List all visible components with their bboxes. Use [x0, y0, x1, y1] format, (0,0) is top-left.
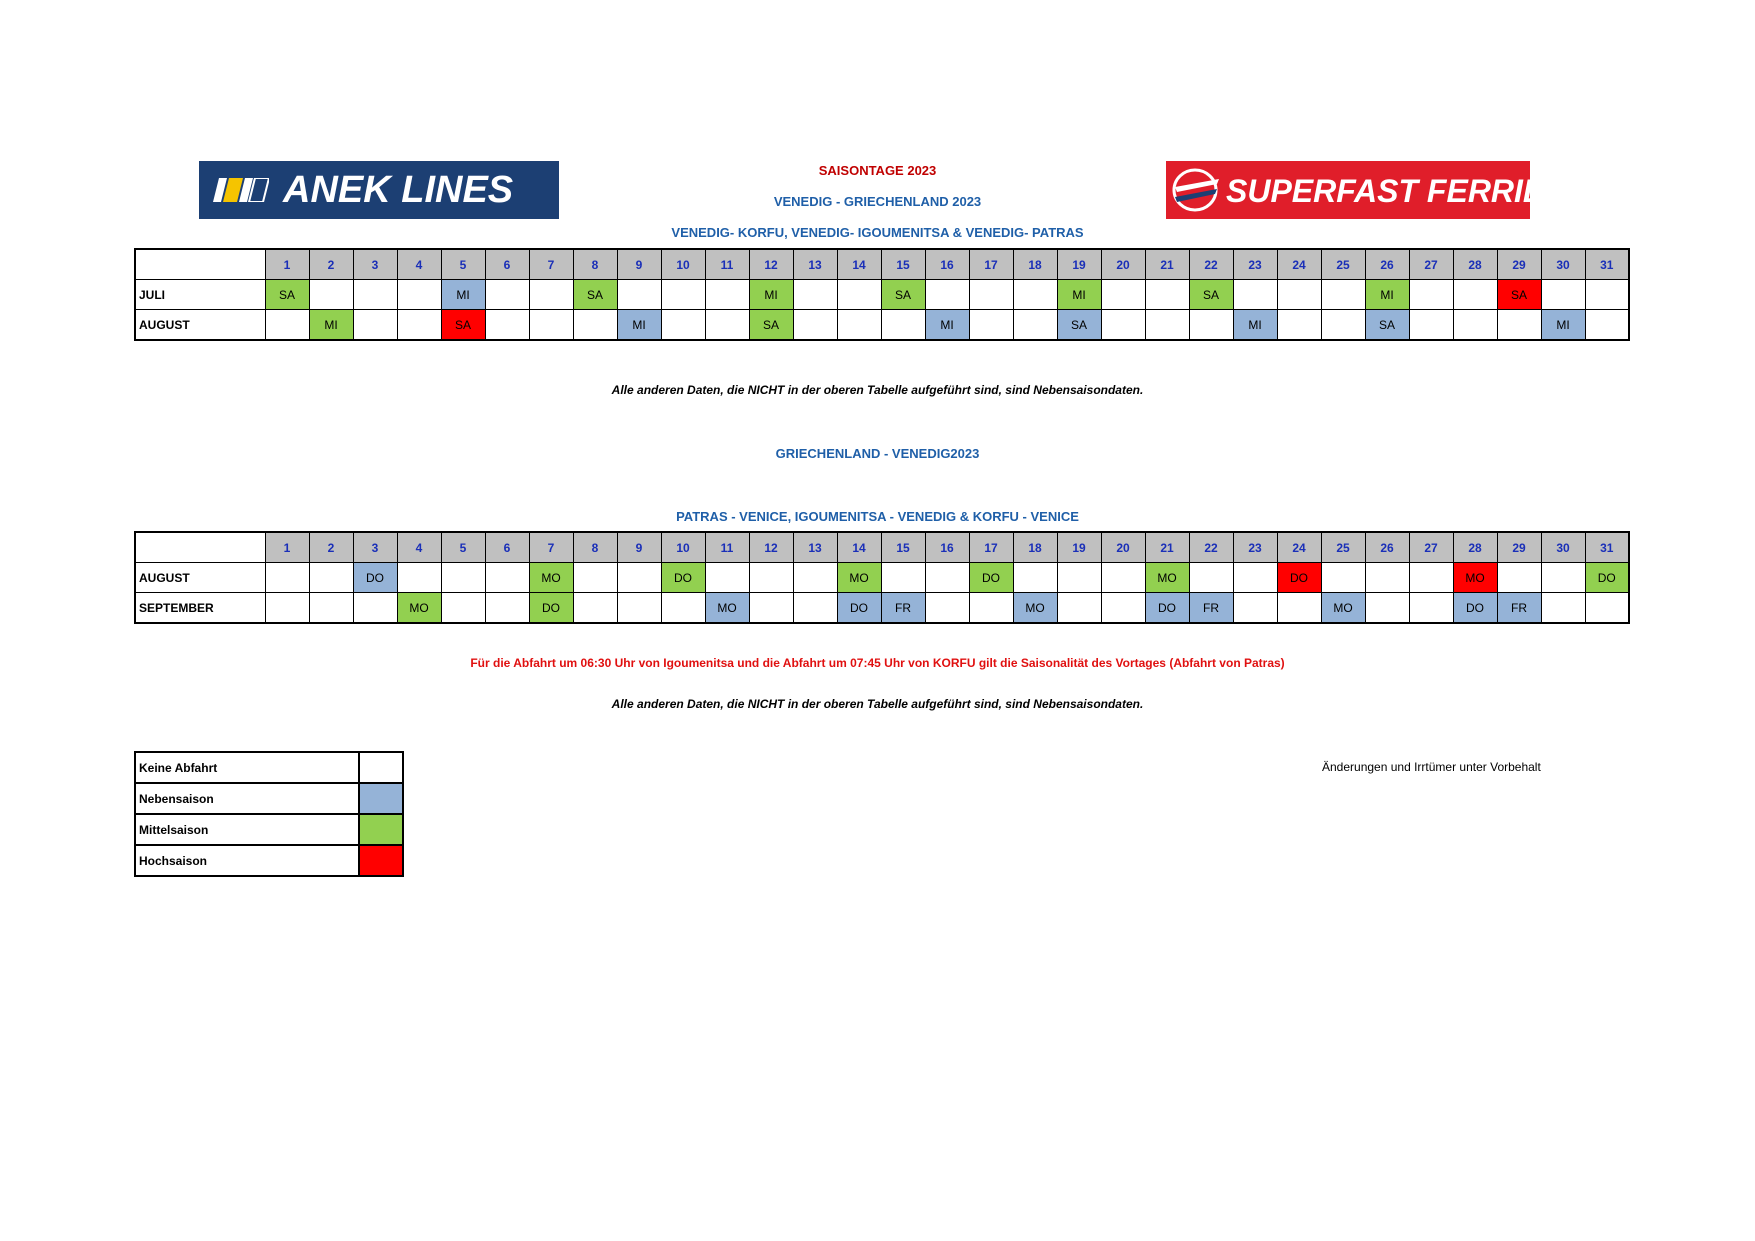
legend-row [135, 814, 403, 845]
departure-cell: MO [1145, 563, 1189, 593]
day-number-header: 26 [1365, 249, 1409, 280]
day-number-header: 28 [1453, 249, 1497, 280]
month-row [135, 280, 1629, 310]
day-number-header: 24 [1277, 532, 1321, 563]
empty-day-cell [353, 593, 397, 624]
departure-cell: SA [573, 280, 617, 310]
day-number-header: 21 [1145, 532, 1189, 563]
day-number-header: 13 [793, 249, 837, 280]
empty-day-cell [353, 280, 397, 310]
day-number-header: 8 [573, 532, 617, 563]
empty-day-cell [1101, 563, 1145, 593]
empty-day-cell [1409, 563, 1453, 593]
empty-day-cell [969, 280, 1013, 310]
legend-label: Keine Abfahrt [135, 752, 359, 783]
month-label: JULI [135, 280, 265, 310]
empty-day-cell [265, 310, 309, 341]
empty-day-cell [265, 593, 309, 624]
departure-cell: SA [1497, 280, 1541, 310]
month-label: AUGUST [135, 310, 265, 341]
day-number-header: 10 [661, 249, 705, 280]
empty-day-cell [1277, 310, 1321, 341]
anek-logo-text: ANEK LINES [283, 169, 514, 211]
legend-row [135, 783, 403, 814]
day-number-header: 5 [441, 249, 485, 280]
day-number-header: 6 [485, 249, 529, 280]
empty-day-cell [573, 563, 617, 593]
empty-day-cell [749, 593, 793, 624]
day-number-header: 28 [1453, 532, 1497, 563]
departure-cell: DO [1145, 593, 1189, 624]
empty-day-cell [1321, 563, 1365, 593]
day-number-header: 29 [1497, 249, 1541, 280]
day-number-header: 20 [1101, 532, 1145, 563]
header-corner-cell [135, 249, 265, 280]
empty-day-cell [309, 280, 353, 310]
route1-title: VENEDIG - GRIECHENLAND 2023 [773, 194, 982, 209]
empty-day-cell [881, 563, 925, 593]
empty-day-cell [1541, 563, 1585, 593]
empty-day-cell [1233, 563, 1277, 593]
empty-day-cell [617, 280, 661, 310]
day-number-header: 23 [1233, 249, 1277, 280]
day-number-header: 29 [1497, 532, 1541, 563]
empty-day-cell [793, 310, 837, 341]
departure-cell: MO [1453, 563, 1497, 593]
registered-mark: ® [1565, 185, 1573, 196]
day-number-header: 13 [793, 532, 837, 563]
route2-title: GRIECHENLAND - VENEDIG2023 [775, 446, 980, 461]
day-number-header: 2 [309, 249, 353, 280]
empty-day-cell [1277, 593, 1321, 624]
departure-cell: MI [925, 310, 969, 341]
empty-day-cell [1013, 563, 1057, 593]
empty-day-cell [529, 310, 573, 341]
departure-cell: DO [353, 563, 397, 593]
empty-day-cell [1013, 310, 1057, 341]
day-number-header: 12 [749, 249, 793, 280]
day-number-header: 6 [485, 532, 529, 563]
day-number-header: 21 [1145, 249, 1189, 280]
departure-cell: DO [1277, 563, 1321, 593]
empty-day-cell [925, 593, 969, 624]
empty-day-cell [969, 310, 1013, 341]
departure-cell: MO [529, 563, 573, 593]
day-number-header: 9 [617, 532, 661, 563]
empty-day-cell [485, 310, 529, 341]
legend-label: Hochsaison [135, 845, 359, 876]
empty-day-cell [881, 310, 925, 341]
day-number-header: 4 [397, 249, 441, 280]
day-number-header: 23 [1233, 532, 1277, 563]
empty-day-cell [485, 563, 529, 593]
empty-day-cell [749, 563, 793, 593]
day-header-row [135, 249, 1629, 280]
legend-row [135, 752, 403, 783]
empty-day-cell [1541, 593, 1585, 624]
empty-day-cell [1145, 280, 1189, 310]
departure-cell: DO [529, 593, 573, 624]
legend-swatch [359, 752, 403, 783]
empty-day-cell [793, 563, 837, 593]
empty-day-cell [1585, 310, 1629, 341]
empty-day-cell [1541, 280, 1585, 310]
departure-cell: DO [837, 593, 881, 624]
departure-cell: SA [1189, 280, 1233, 310]
departure-cell: FR [881, 593, 925, 624]
empty-day-cell [1497, 563, 1541, 593]
page-title: SAISONTAGE 2023 [818, 163, 937, 178]
day-number-header: 12 [749, 532, 793, 563]
note-nebensaison-2: Alle anderen Daten, die NICHT in der oberen Tabelle aufgeführt sind, sind Nebensaisondaten. [611, 697, 1144, 711]
empty-day-cell [265, 563, 309, 593]
empty-day-cell [617, 593, 661, 624]
empty-day-cell [1101, 310, 1145, 341]
superfast-logo-text: SUPERFAST FERRIES [1226, 173, 1566, 209]
empty-day-cell [573, 310, 617, 341]
departure-cell: MI [441, 280, 485, 310]
empty-day-cell [661, 280, 705, 310]
departure-cell: MI [1541, 310, 1585, 341]
empty-day-cell [617, 563, 661, 593]
day-header-row [135, 532, 1629, 563]
departure-cell: MI [1233, 310, 1277, 341]
season-legend [134, 751, 404, 877]
empty-day-cell [1365, 593, 1409, 624]
day-number-header: 26 [1365, 532, 1409, 563]
legend-label: Nebensaison [135, 783, 359, 814]
day-number-header: 9 [617, 249, 661, 280]
day-number-header: 16 [925, 249, 969, 280]
empty-day-cell [661, 593, 705, 624]
empty-day-cell [1409, 310, 1453, 341]
departure-cell: DO [661, 563, 705, 593]
empty-day-cell [397, 280, 441, 310]
empty-day-cell [969, 593, 1013, 624]
empty-day-cell [1189, 310, 1233, 341]
day-number-header: 1 [265, 249, 309, 280]
day-number-header: 8 [573, 249, 617, 280]
empty-day-cell [925, 563, 969, 593]
day-number-header: 7 [529, 249, 573, 280]
legend-swatch [359, 783, 403, 814]
empty-day-cell [1233, 280, 1277, 310]
departure-cell: SA [1057, 310, 1101, 341]
note-nebensaison-1: Alle anderen Daten, die NICHT in der oberen Tabelle aufgeführt sind, sind Nebensaisondaten. [611, 383, 1144, 397]
day-number-header: 11 [705, 249, 749, 280]
departure-cell: SA [441, 310, 485, 341]
day-number-header: 7 [529, 532, 573, 563]
day-number-header: 22 [1189, 532, 1233, 563]
legend-swatch [359, 814, 403, 845]
empty-day-cell [1101, 593, 1145, 624]
empty-day-cell [441, 563, 485, 593]
empty-day-cell [661, 310, 705, 341]
departure-cell: FR [1497, 593, 1541, 624]
day-number-header: 25 [1321, 532, 1365, 563]
empty-day-cell [309, 593, 353, 624]
month-row [135, 593, 1629, 624]
empty-day-cell [1585, 280, 1629, 310]
route1-subtitle: VENEDIG- KORFU, VENEDIG- IGOUMENITSA & VENEDIG- PATRAS [671, 225, 1084, 240]
empty-day-cell [1321, 310, 1365, 341]
empty-day-cell [1233, 593, 1277, 624]
empty-day-cell [1145, 310, 1189, 341]
empty-day-cell [1057, 593, 1101, 624]
empty-day-cell [705, 280, 749, 310]
day-number-header: 30 [1541, 249, 1585, 280]
month-row [135, 563, 1629, 593]
day-number-header: 19 [1057, 249, 1101, 280]
departure-cell: DO [969, 563, 1013, 593]
day-number-header: 27 [1409, 249, 1453, 280]
empty-day-cell [1453, 280, 1497, 310]
season-table-griechenland-venedig [134, 531, 1630, 624]
departure-cell: FR [1189, 593, 1233, 624]
departure-cell: SA [1365, 310, 1409, 341]
day-number-header: 11 [705, 532, 749, 563]
day-number-header: 15 [881, 249, 925, 280]
day-number-header: 5 [441, 532, 485, 563]
disclaimer: Änderungen und Irrtümer unter Vorbehalt [1322, 760, 1541, 774]
empty-day-cell [309, 563, 353, 593]
empty-day-cell [1277, 280, 1321, 310]
note-departure-seasonality: Für die Abfahrt um 06:30 Uhr von Igoumenitsa und die Abfahrt um 07:45 Uhr von KORFU gilt die Saisonalität des Vortages (Abfahrt von Patras) [470, 656, 1285, 670]
empty-day-cell [837, 310, 881, 341]
departure-cell: MO [397, 593, 441, 624]
month-label: SEPTEMBER [135, 593, 265, 624]
day-number-header: 27 [1409, 532, 1453, 563]
day-number-header: 25 [1321, 249, 1365, 280]
empty-day-cell [1453, 310, 1497, 341]
empty-day-cell [793, 593, 837, 624]
empty-day-cell [485, 280, 529, 310]
empty-day-cell [793, 280, 837, 310]
day-number-header: 18 [1013, 532, 1057, 563]
departure-cell: SA [881, 280, 925, 310]
empty-day-cell [573, 593, 617, 624]
month-label: AUGUST [135, 563, 265, 593]
departure-cell: MI [309, 310, 353, 341]
day-number-header: 24 [1277, 249, 1321, 280]
day-number-header: 18 [1013, 249, 1057, 280]
day-number-header: 31 [1585, 249, 1629, 280]
day-number-header: 16 [925, 532, 969, 563]
empty-day-cell [1409, 593, 1453, 624]
empty-day-cell [1497, 310, 1541, 341]
day-number-header: 20 [1101, 249, 1145, 280]
empty-day-cell [529, 280, 573, 310]
day-number-header: 19 [1057, 532, 1101, 563]
departure-cell: MO [1321, 593, 1365, 624]
empty-day-cell [1365, 563, 1409, 593]
empty-day-cell [397, 310, 441, 341]
empty-day-cell [705, 563, 749, 593]
day-number-header: 14 [837, 249, 881, 280]
empty-day-cell [1409, 280, 1453, 310]
season-table-venedig-griechenland [134, 248, 1630, 341]
empty-day-cell [397, 563, 441, 593]
legend-row [135, 845, 403, 876]
month-row [135, 310, 1629, 341]
departure-cell: DO [1585, 563, 1629, 593]
empty-day-cell [485, 593, 529, 624]
empty-day-cell [1189, 563, 1233, 593]
departure-cell: MO [1013, 593, 1057, 624]
departure-cell: DO [1453, 593, 1497, 624]
empty-day-cell [837, 280, 881, 310]
day-number-header: 22 [1189, 249, 1233, 280]
day-number-header: 10 [661, 532, 705, 563]
day-number-header: 17 [969, 249, 1013, 280]
header-corner-cell [135, 532, 265, 563]
empty-day-cell [1321, 280, 1365, 310]
empty-day-cell [705, 310, 749, 341]
day-number-header: 30 [1541, 532, 1585, 563]
departure-cell: MI [617, 310, 661, 341]
departure-cell: MI [749, 280, 793, 310]
day-number-header: 2 [309, 532, 353, 563]
departure-cell: SA [265, 280, 309, 310]
day-number-header: 31 [1585, 532, 1629, 563]
empty-day-cell [353, 310, 397, 341]
day-number-header: 14 [837, 532, 881, 563]
legend-swatch [359, 845, 403, 876]
empty-day-cell [1057, 563, 1101, 593]
departure-cell: MO [705, 593, 749, 624]
day-number-header: 17 [969, 532, 1013, 563]
empty-day-cell [1101, 280, 1145, 310]
departure-cell: SA [749, 310, 793, 341]
departure-cell: MI [1365, 280, 1409, 310]
day-number-header: 3 [353, 249, 397, 280]
empty-day-cell [441, 593, 485, 624]
day-number-header: 15 [881, 532, 925, 563]
departure-cell: MI [1057, 280, 1101, 310]
empty-day-cell [1013, 280, 1057, 310]
day-number-header: 1 [265, 532, 309, 563]
day-number-header: 3 [353, 532, 397, 563]
empty-day-cell [1585, 593, 1629, 624]
empty-day-cell [925, 280, 969, 310]
route2-subtitle: PATRAS - VENICE, IGOUMENITSA - VENEDIG & KORFU - VENICE [676, 509, 1079, 524]
day-number-header: 4 [397, 532, 441, 563]
legend-label: Mittelsaison [135, 814, 359, 845]
departure-cell: MO [837, 563, 881, 593]
